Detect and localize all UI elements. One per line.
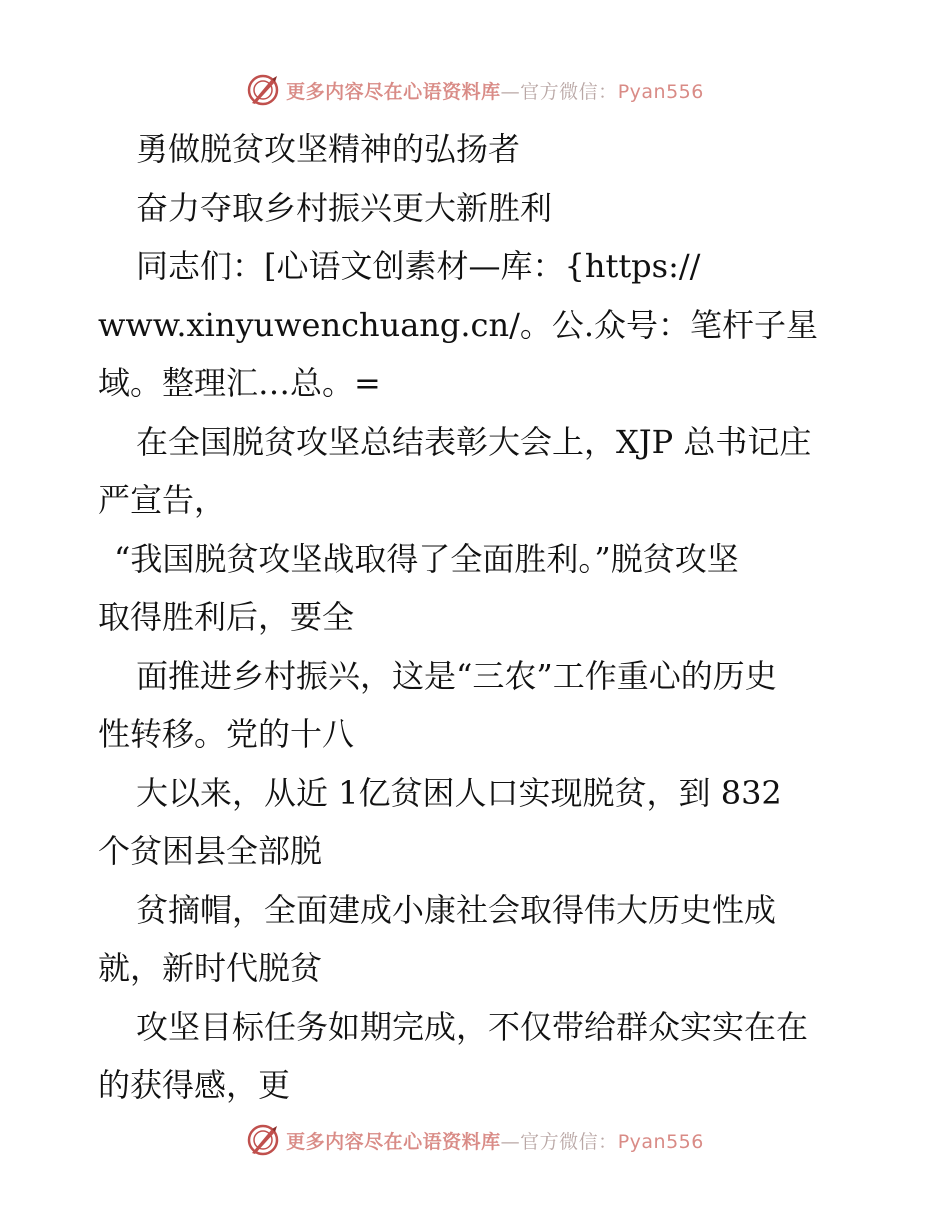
document-body [98, 120, 858, 1115]
doc-paragraph-line: www.xinyuwenchuang.cn/。公.众号：笔杆子星 [98, 305, 819, 344]
doc-title-line-2: 奋力夺取乡村振兴更大新胜利 [136, 188, 553, 227]
watermark-header-text [286, 77, 704, 104]
watermark-footer-text [286, 1127, 704, 1154]
watermark-footer [0, 1120, 950, 1160]
watermark-header-id: Pyan556 [617, 80, 704, 103]
doc-paragraph-line: 同志们：[心语文创素材—库：{https:// [136, 247, 701, 285]
doc-paragraph-line: 域。整理汇…总。= [98, 364, 381, 402]
watermark-header-colon: ： [598, 80, 618, 103]
doc-paragraph-line: 在全国脱贫攻坚总结表彰大会上，XJP 总书记庄 [136, 422, 812, 461]
doc-paragraph-line: 个贫困县全部脱 [98, 832, 323, 870]
doc-paragraph-line: 性转移。党的十八 [98, 715, 355, 753]
watermark-header-official: 官方微信 [520, 80, 599, 103]
watermark-footer-main: 更多内容尽在心语资料库 [286, 1130, 501, 1153]
watermark-header-dash: — [500, 80, 521, 103]
watermark-header [0, 70, 950, 110]
doc-paragraph-line: “我国脱贫攻坚战取得了全面胜利。”脱贫攻坚 [114, 539, 739, 578]
doc-paragraph-line: 就，新时代脱贫 [98, 949, 323, 987]
doc-paragraph-line: 面推进乡村振兴，这是“三农”工作重心的历史 [136, 656, 777, 695]
doc-paragraph-line: 攻坚目标任务如期完成，不仅带给群众实实在在 [136, 1007, 809, 1046]
watermark-footer-content [246, 1123, 704, 1157]
doc-paragraph-line: 严宣告， [98, 481, 227, 519]
doc-paragraph-line: 的获得感，更 [98, 1066, 291, 1104]
watermark-footer-official: 官方微信 [520, 1130, 599, 1153]
watermark-header-main: 更多内容尽在心语资料库 [286, 80, 501, 103]
watermark-footer-colon: ： [598, 1130, 618, 1153]
doc-paragraph-line: 贫摘帽，全面建成小康社会取得伟大历史性成 [136, 890, 777, 929]
quill-logo-icon [246, 1123, 280, 1157]
doc-paragraph-line: 大以来，从近 1亿贫困人口实现脱贫，到 832 [136, 773, 782, 812]
watermark-footer-id: Pyan556 [617, 1130, 704, 1153]
doc-title-line-1: 勇做脱贫攻坚精神的弘扬者 [136, 130, 521, 168]
doc-paragraph-line: 取得胜利后，要全 [98, 598, 355, 636]
watermark-header-content [246, 73, 704, 107]
watermark-footer-dash: — [500, 1130, 521, 1153]
quill-logo-icon [246, 73, 280, 107]
